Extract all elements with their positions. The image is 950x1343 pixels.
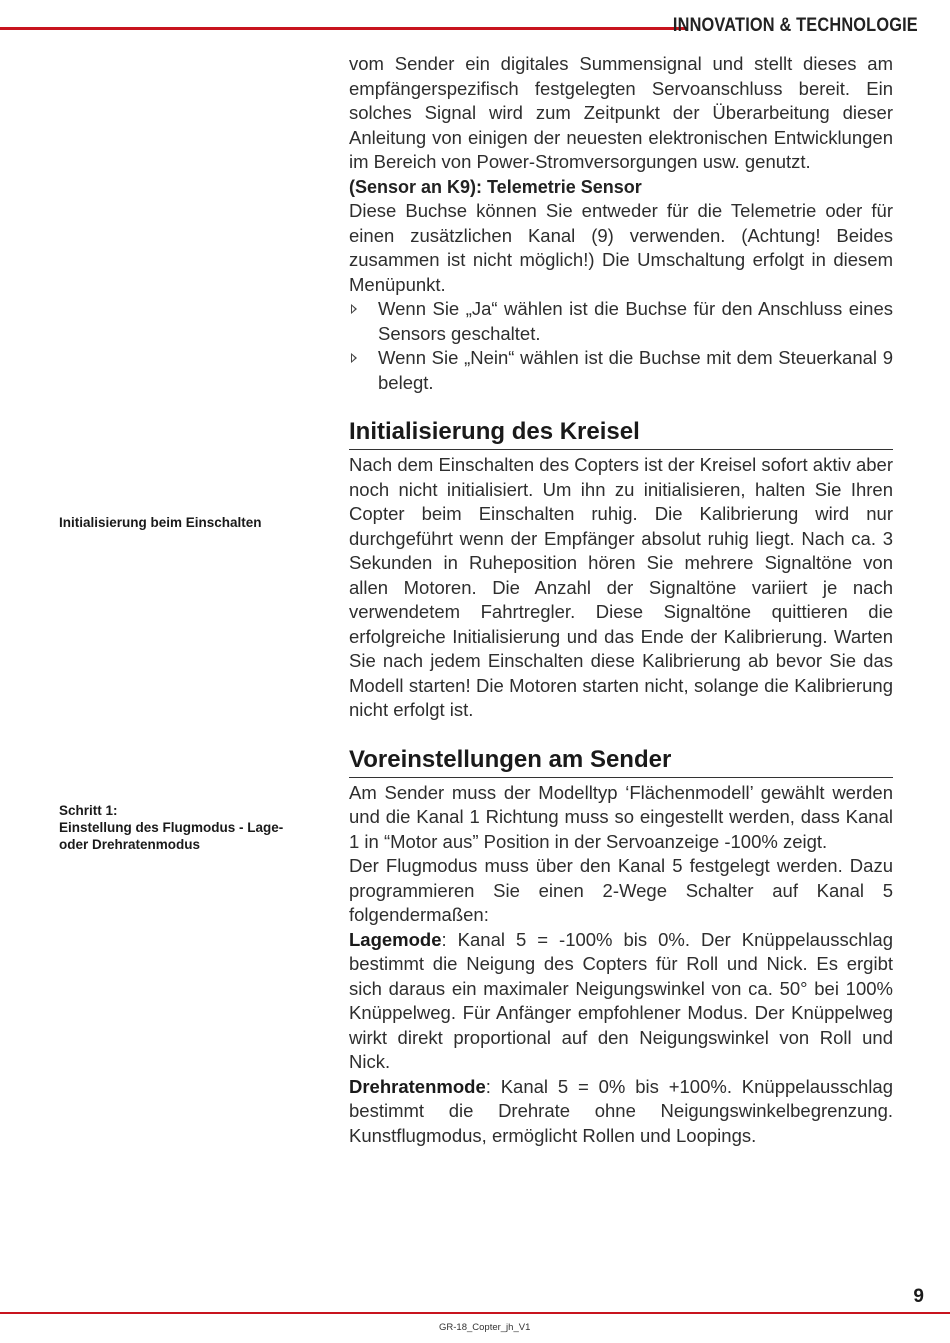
flightmode-paragraph: Der Flugmodus muss über den Kanal 5 festgelegt werden. Dazu programmieren Sie einen 2-Wege Schalter auf Kanal 5 folgendermaßen: [349,855,893,925]
side-note-step1-line3: oder Drehratenmodus [59,837,201,852]
lagemode-text: : Kanal 5 = -100% bis 0%. Der Knüppelausschlag bestimmt die Neigung des Copters für Roll und Nick. Es ergibt sich daraus ein maximaler Neigungswinkel von ca. 50° bei 100% Knüppelweg. Für Anfänger empfohlener Modus. Der Knüppelweg wirkt direkt proportional auf den Neigungswinkel von Roll und Nick. [349,928,893,1072]
section-heading-transmitter: Voreinstellungen am Sender [349,745,893,778]
gyro-paragraph: Nach dem Einschalten des Copters ist der Kreisel sofort aktiv aber noch nicht initialisiert. Um ihn zu initialisieren, halten Sie Ihren Copter beim Einschalten ruhig. Die Kalibrierung wird nur durchgeführt wenn der Empfänger absolut ruhig liegt. Nach ca. 3 Sekunden in Ruheposition hören Sie mehrere Signaltöne von allen Motoren. Die Anzahl der Signaltöne variiert je nach verwendetem Fahrtregler. Diese Signaltöne quittieren die erfolgreiche Initialisierung und das Ende der Kalibrierung. Warten Sie nach jedem Einschalten diese Kalibrierung ab bevor Sie das Modell starten! Die Motoren starten nicht, solange die Kalibrierung nicht erfolgt ist. [349,454,893,720]
side-note-step1 [59,802,299,853]
lagemode-label: Lagemode [349,928,442,950]
drehratenmode-paragraph [349,1075,893,1149]
bullet-item [349,346,893,395]
section-heading-gyro: Initialisierung des Kreisel [349,417,893,450]
bullet-text: Wenn Sie „Ja“ wählen ist die Buchse für den Anschluss eines Sensors geschaltet. [378,298,893,344]
intro-paragraph: vom Sender ein digitales Summensignal und stellt dieses am empfängerspezifisch festgelegten Servoanschluss bereit. Ein solches Signal wird zum Zeitpunkt der Überarbeitung dieser Anleitung von einigen der neuesten elektronischen Entwicklungen im Bereich von Power-Stromversorgungen usw. genutzt. [349,53,893,172]
telemetry-subheading: (Sensor an K9): Telemetrie Sensor [349,176,642,197]
telemetry-paragraph: Diese Buchse können Sie entweder für die Telemetrie oder für einen zusätzlichen Kanal (9) verwenden. (Achtung! Beides zusammen ist nicht möglich!) Die Umschaltung erfolgt in diesem Menüpunkt. [349,200,893,295]
header-rule [0,27,688,30]
triangle-bullet-icon [351,353,357,363]
side-note-step1-line1: Schritt 1: [59,803,118,818]
drehratenmode-text: : Kanal 5 = 0% bis +100%. Knüppelausschlag bestimmt die Drehrate ohne Neigungswinkelbegrenzung. Kunstflugmodus, ermöglicht Rollen und Loopings. [349,1075,893,1146]
bullet-text: Wenn Sie „Nein“ wählen ist die Buchse mit dem Steuerkanal 9 belegt. [378,347,893,393]
triangle-bullet-icon [351,304,357,314]
header-title: INNOVATION & TECHNOLOGIE [673,15,918,36]
page-number: 9 [913,1286,924,1307]
side-note-init: Initialisierung beim Einschalten [59,515,262,530]
drehratenmode-label: Drehratenmode [349,1075,486,1097]
bullet-item [349,297,893,346]
document-id: GR-18_Copter_jh_V1 [439,1322,531,1333]
main-column [349,52,893,1148]
footer-rule [0,1312,950,1314]
transmitter-paragraph: Am Sender muss der Modelltyp ‘Flächenmodell’ gewählt werden und die Kanal 1 Richtung muss so eingestellt werden, dass Kanal 1 in “Motor aus” Position in der Servoanzeige -100% zeigt. [349,781,893,852]
side-note-step1-line2: Einstellung des Flugmodus - Lage- [59,820,284,835]
lagemode-paragraph [349,928,893,1075]
